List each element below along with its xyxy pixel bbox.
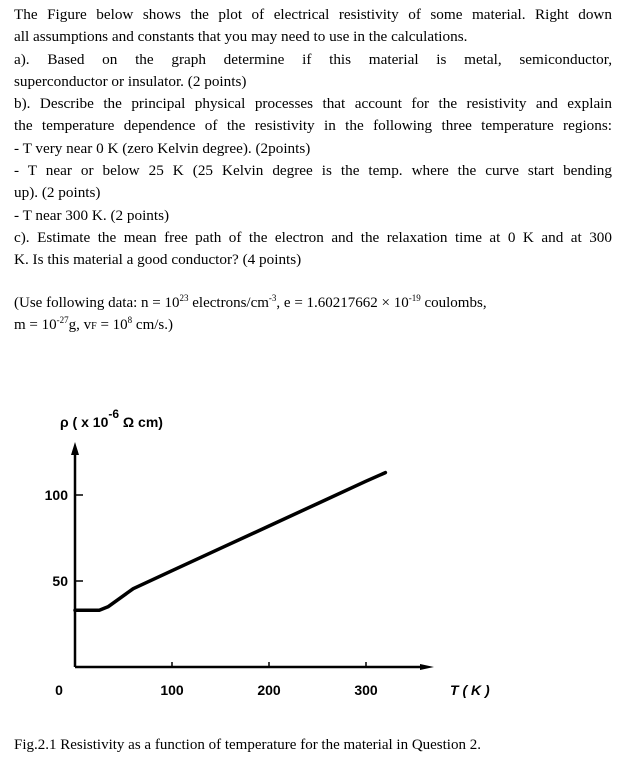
given-data-line-2: $m = 10^{-27}g$, vF = $10^8$ cm/s.) (14, 315, 173, 333)
question-line: b). Describe the principal physical processes that account for the resistivity and explain (14, 95, 612, 113)
question-line: c). Estimate the mean free path of the electron and the relaxation time at 0 K and at 300 (14, 228, 612, 246)
x-tick-label: 100 (160, 682, 184, 698)
question-line: - T near or below 25 K (25 Kelvin degree is the temp. where the curve start bending (14, 162, 612, 180)
question-line: The Figure below shows the plot of electrical resistivity of some material. Right down (14, 6, 612, 23)
x-axis-arrow (420, 664, 434, 670)
question-line: up). (2 points) (14, 184, 101, 202)
given-data (14, 292, 612, 338)
question-text (14, 4, 612, 272)
y-axis-arrow (71, 442, 79, 455)
question-line: superconductor or insulator. (2 points) (14, 72, 247, 90)
question-line: - T near 300 K. (2 points) (14, 206, 170, 224)
series-line-resistivity (75, 473, 385, 611)
resistivity-chart (0, 380, 622, 715)
origin-label: 0 (55, 682, 63, 698)
y-tick-label: 50 (52, 573, 68, 589)
question-line: K. Is this material a good conductor? (4 points) (14, 251, 302, 269)
y-axis-label: ρ ( x 10-6 Ω cm) (60, 407, 163, 430)
x-axis-label: T ( K ) (450, 682, 490, 698)
question-line: a). Based on the graph determine if this material is metal, semiconductor, (14, 50, 612, 68)
question-line: - T very near 0 K (zero Kelvin degree). (2points) (14, 139, 311, 157)
figure-caption: Fig.2.1 Resistivity as a function of temperature for the material in Question 2. (14, 737, 481, 753)
given-data-line-1: (Use following data: $n = 10^{23}$ electrons/$cm^{-3}$, $e = 1.60217662 \times 10^{-19}$ coulombs, (14, 293, 487, 311)
x-tick-label: 200 (257, 682, 281, 698)
question-line: all assumptions and constants that you may need to use in the calculations. (14, 28, 468, 46)
y-tick-label: 100 (44, 487, 68, 503)
x-tick-label: 300 (354, 682, 378, 698)
question-line: the temperature dependence of the resistivity in the following three temperature regions: (14, 117, 612, 135)
